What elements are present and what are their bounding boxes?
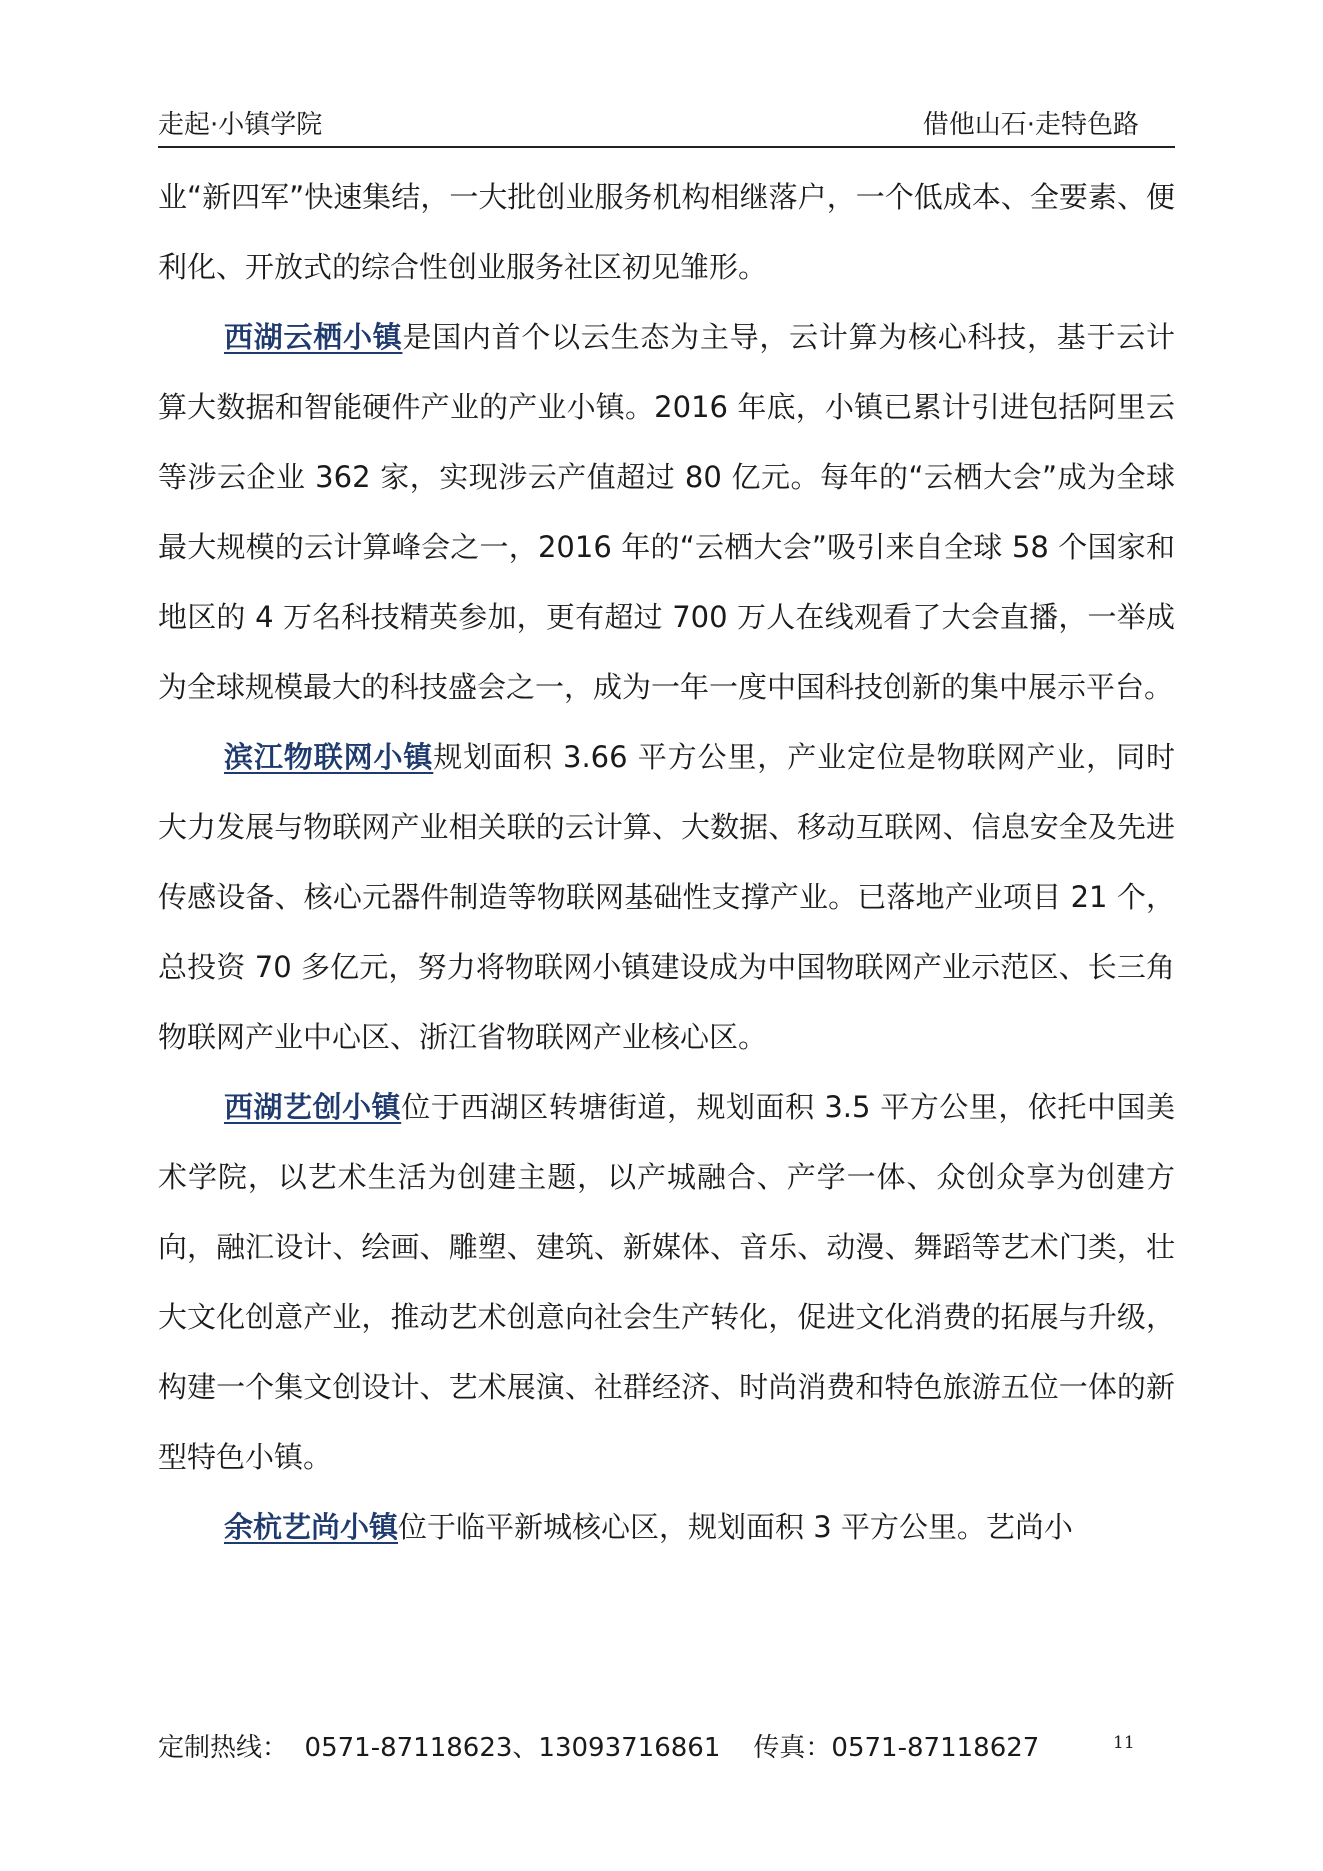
highlight-town-name: 西湖艺创小镇	[224, 1090, 402, 1124]
paragraph-text: 位于临平新城核心区，规划面积 3 平方公里。艺尚小	[398, 1510, 1073, 1544]
highlight-town-name: 西湖云栖小镇	[224, 320, 403, 354]
paragraph-text: 业“新四军”快速集结，一大批创业服务机构相继落户，一个低成本、全要素、便利化、开放式的综合性创业服务社区初见雏形。	[158, 180, 1175, 284]
page-header	[158, 98, 1175, 148]
page-number: 11	[1113, 1733, 1135, 1753]
paragraph-text: 规划面积 3.66 平方公里，产业定位是物联网产业，同时大力发展与物联网产业相关联的云计算、大数据、移动互联网、信息安全及先进传感设备、核心元器件制造等物联网基础性支撑产业。已落地产业项目 21 个，总投资 70 多亿元，努力将物联网小镇建设成为中国物联网产业示范区、长三角物联网产业中心区、浙江省物联网产业核心区。	[158, 740, 1175, 1054]
footer-contact: 定制热线： 0571-87118623、13093716861 传真：0571-87118627	[158, 1733, 1040, 1763]
paragraph-art	[158, 1072, 1175, 1492]
paragraph-continuation	[158, 162, 1175, 302]
body-text	[158, 162, 1175, 1562]
page-footer	[158, 1727, 1175, 1764]
paragraph-text: 是国内首个以云生态为主导，云计算为核心科技，基于云计算大数据和智能硬件产业的产业小镇。2016 年底，小镇已累计引进包括阿里云等涉云企业 362 家，实现涉云产值超过 80 亿元。每年的“云栖大会”成为全球最大规模的云计算峰会之一，2016 年的“云栖大会”吸引来自全球 58 个国家和地区的 4 万名科技精英参加，更有超过 700 万人在线观看了大会直播，一举成为全球规模最大的科技盛会之一，成为一年一度中国科技创新的集中展示平台。	[158, 320, 1175, 704]
paragraph-iot	[158, 722, 1175, 1072]
paragraph-text: 位于西湖区转塘街道，规划面积 3.5 平方公里，依托中国美术学院，以艺术生活为创建主题，以产城融合、产学一体、众创众享为创建方向，融汇设计、绘画、雕塑、建筑、新媒体、音乐、动漫、舞蹈等艺术门类，壮大文化创意产业，推动艺术创意向社会生产转化，促进文化消费的拓展与升级，构建一个集文创设计、艺术展演、社群经济、时尚消费和特色旅游五位一体的新型特色小镇。	[158, 1090, 1175, 1474]
paragraph-yunqi	[158, 302, 1175, 722]
highlight-town-name: 滨江物联网小镇	[224, 740, 434, 774]
header-right-title: 借他山石·走特色路	[922, 110, 1139, 140]
highlight-town-name: 余杭艺尚小镇	[224, 1510, 399, 1544]
header-left-title: 走起·小镇学院	[158, 110, 323, 140]
paragraph-fashion	[158, 1492, 1175, 1562]
